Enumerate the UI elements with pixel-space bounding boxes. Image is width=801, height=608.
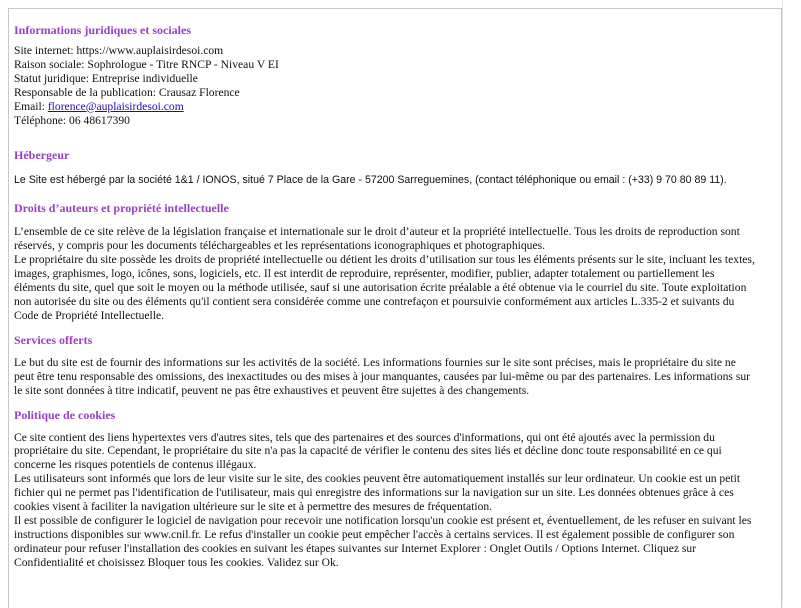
cookies-heading: Politique de cookies — [14, 407, 116, 422]
hosting-heading: Hébergeur — [14, 148, 70, 163]
cookies-line: cookies visent à faciliter la navigation ultérieure sur le site et à permettre des mesures de fréquentation. — [14, 500, 493, 514]
website-line — [14, 44, 775, 58]
services-line: Le but du site est de fournir des informations sur les activités de la société. Les informations fournies sur le site sont précises, mais le propriétaire du site ne — [14, 355, 736, 369]
page-scrollbar[interactable] — [782, 0, 801, 601]
publisher-line: Responsable de la publication: Crausaz Florence — [14, 85, 240, 99]
copyright-line: non autorisée du site ou des éléments qu'il contient sera considérée comme une contrefaçon et poursuivie conformément aux articles L.335-2 et suivants du — [14, 294, 735, 308]
copyright-text — [14, 225, 775, 322]
copyright-line: L’ensemble de ce site relève de la législation française et internationale sur le droit d’auteur et la propriété intellectuelle. Tous les droits de reproduction sont — [14, 225, 740, 239]
copyright-line: Code de Propriété Intellectuelle. — [14, 308, 165, 322]
cookies-line: ordinateur pour refuser l'installation des cookies en suivant les étapes suivantes sur Internet Explorer : Onglet Outils / Options Internet. Cliquez sur — [14, 541, 697, 555]
cookies-line: Les utilisateurs sont informés que lors de leur visite sur le site, des cookies peuvent être automatiquement installés sur leur ordinateur. Un cookie est un petit — [14, 472, 741, 486]
website-label: Site internet: — [14, 44, 77, 57]
status-line: Statut juridique: Entreprise individuelle — [14, 71, 198, 85]
email-link[interactable]: florence@auplaisirdesoi.com — [47, 99, 184, 113]
services-text — [14, 356, 775, 398]
cookies-line: instructions disponibles sur www.cnil.fr. Le refus d'installer un cookie peut empêcher l'accès à certains services. Il est également possible de configurer son — [14, 527, 735, 541]
legal-info-heading: Informations juridiques et sociales — [14, 23, 191, 37]
email-line — [14, 100, 775, 114]
cookies-line: Il est possible de configurer le logiciel de navigation pour recevoir une notification lorsqu'un cookie est présent et, éventuellement, de les refuser en suivant les — [14, 513, 752, 527]
cookies-line: fichier qui ne permet pas l'identification de l'utilisateur, mais qui enregistre des informations sur la navigation sur un site. Les données obtenues grâce à ces — [14, 486, 734, 500]
cookies-line: propriétaire du site. Cependant, le propriétaire du site n'a pas la capacité de vérifier le contenu des sites liés et décline donc toute responsabilité en ce qui — [14, 444, 722, 458]
services-heading: Services offerts — [14, 332, 93, 347]
copyright-line: images, graphismes, logo, icônes, sons, logiciels, etc. Il est interdit de reproduire, représenter, modifier, publier, adapter totalement ou partiellement les — [14, 267, 715, 281]
copyright-line: éléments du site, quel que soit le moyen ou la méthode utilisée, sauf si une autorisation écrite préalable a été obtenue via le courriel du site. Toute exploitation — [14, 281, 747, 295]
services-line: peut être tenu responsable des omissions, des inexactitudes ou des mises à jour manquantes, causées par lui-même ou par des partenaires. Les informations sur — [14, 369, 750, 383]
services-line: le site sont données à titre indicatif, peuvent ne pas être exhaustives et peuvent être sujettes à des changements. — [14, 383, 530, 397]
phone-line: Téléphone: 06 48617390 — [14, 113, 130, 127]
company-line: Raison sociale: Sophrologue - Titre RNCP - Niveau V EI — [14, 57, 279, 71]
website-value: https://www.auplaisirdesoi.com — [76, 44, 224, 57]
hosting-text: Le Site est hébergé par la société 1&1 / IONOS, situé 7 Place de la Gare - 57200 Sarreguemines, (contact téléphonique ou email : (+33) 9 70 80 89 11). — [14, 174, 727, 187]
legal-notice-page — [8, 8, 782, 608]
cookies-text — [14, 431, 775, 570]
copyright-line: Le propriétaire du site possède les droits de propriété intellectuelle ou détient les droits d’utilisation sur tous les éléments présents sur le site, incluant les textes, — [14, 253, 755, 267]
copyright-heading: Droits d’auteurs et propriété intellectuelle — [14, 201, 229, 216]
email-label: Email: — [14, 99, 48, 113]
legal-info-block — [14, 44, 775, 127]
cookies-line: Ce site contient des liens hypertextes vers d'autres sites, tels que des partenaires et des sources d'informations, qui ont été ajoutés avec la permission du — [14, 430, 715, 444]
cookies-line: Confidentialité et choisissez Bloquer tous les cookies. Validez sur Ok. — [14, 555, 339, 569]
cookies-line: concerne les risques potentiels de contenus illégaux. — [14, 458, 257, 472]
copyright-line: réservés, y compris pour les documents téléchargeables et les représentations iconographiques et photographiques. — [14, 239, 546, 253]
